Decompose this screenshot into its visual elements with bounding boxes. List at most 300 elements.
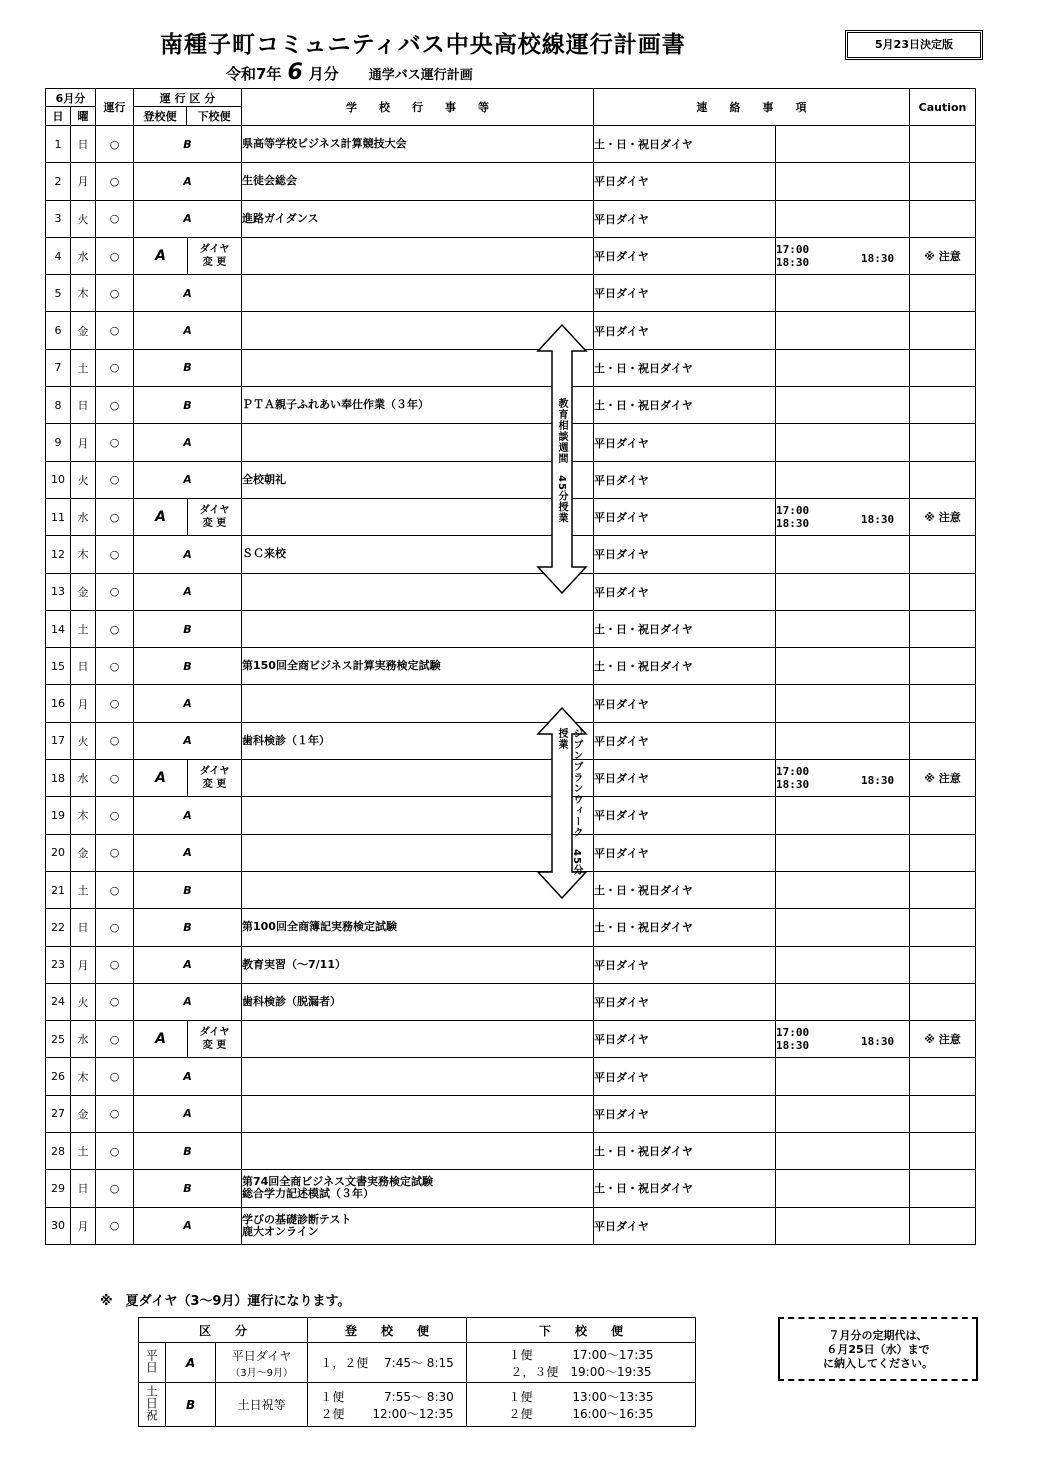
operation-cell: ○	[96, 648, 134, 685]
category-code: A	[134, 312, 242, 349]
event-cell: 歯科検診（脱漏者）	[242, 983, 594, 1020]
day-cell: 7	[46, 349, 71, 386]
event-cell	[242, 1095, 594, 1132]
day-cell: 3	[46, 200, 71, 237]
day-cell: 25	[46, 1021, 71, 1058]
category-cell	[134, 237, 242, 274]
legend-down-weekday-2: ２，３便 19:00～19:35	[510, 1364, 652, 1379]
caution-cell	[910, 461, 976, 498]
weekday-cell: 水	[71, 498, 96, 535]
category-code: A	[134, 275, 242, 312]
dia-cell: 平日ダイヤ	[594, 461, 776, 498]
table-row	[46, 312, 976, 349]
legend-cat-weekday: 平日	[144, 1349, 159, 1373]
dia-change-label	[188, 499, 241, 535]
caution-cell	[910, 946, 976, 983]
category-code: B	[134, 1133, 242, 1170]
day-cell: 29	[46, 1170, 71, 1207]
legend-down-weekday-1: １便 17:00～17:35	[508, 1347, 654, 1362]
table-row	[46, 200, 976, 237]
dia-cell: 平日ダイヤ	[594, 722, 776, 759]
caution-cell	[910, 387, 976, 424]
weekday-cell: 月	[71, 163, 96, 200]
weekday-cell: 土	[71, 871, 96, 908]
time-1: 17:00	[776, 1026, 810, 1040]
decision-badge: 5月23日決定版	[845, 30, 983, 60]
legend-label-weekday-main: 平日ダイヤ	[231, 1348, 292, 1363]
dia-cell: 土・日・祝日ダイヤ	[594, 1170, 776, 1207]
dia-cell: 土・日・祝日ダイヤ	[594, 349, 776, 386]
day-cell: 22	[46, 909, 71, 946]
event-cell: 進路ガイダンス	[242, 200, 594, 237]
dia-cell: 平日ダイヤ	[594, 983, 776, 1020]
caution-cell	[910, 797, 976, 834]
times-cell	[776, 648, 910, 685]
dia-cell: 土・日・祝日ダイヤ	[594, 909, 776, 946]
legend-header-up: 登 校 便	[308, 1318, 467, 1343]
subtitle-plan: 通学バス運行計画	[368, 68, 473, 83]
category-code: A	[134, 722, 242, 759]
day-cell: 9	[46, 424, 71, 461]
time-3: 18:30	[861, 1035, 895, 1049]
times-cell	[776, 1058, 910, 1095]
caution-cell: ※ 注意	[910, 237, 976, 274]
dia-change-label	[188, 760, 241, 796]
dia-cell: 土・日・祝日ダイヤ	[594, 1133, 776, 1170]
weekday-cell: 水	[71, 760, 96, 797]
header-events: 学 校 行 事 等	[242, 89, 594, 126]
time-2: 18:30	[776, 517, 810, 531]
category-code: B	[134, 648, 242, 685]
times-cell	[776, 498, 910, 535]
day-cell: 19	[46, 797, 71, 834]
operation-cell: ○	[96, 1170, 134, 1207]
day-cell: 15	[46, 648, 71, 685]
weekday-cell: 月	[71, 685, 96, 722]
time-2: 18:30	[776, 1039, 810, 1053]
caution-cell	[910, 871, 976, 908]
times-cell	[776, 685, 910, 722]
dia-change-line-2: 変 更	[202, 257, 227, 269]
caution-cell	[910, 126, 976, 163]
caution-cell	[910, 1095, 976, 1132]
day-cell: 1	[46, 126, 71, 163]
caution-cell	[910, 983, 976, 1020]
dia-cell: 平日ダイヤ	[594, 797, 776, 834]
event-cell: 歯科検診（１年）	[242, 722, 594, 759]
category-code: A	[134, 983, 242, 1020]
legend-up-holiday	[308, 1383, 467, 1427]
dia-cell: 平日ダイヤ	[594, 163, 776, 200]
table-row	[46, 424, 976, 461]
dia-cell: 平日ダイヤ	[594, 1095, 776, 1132]
dia-cell: 土・日・祝日ダイヤ	[594, 610, 776, 647]
times-cell	[776, 312, 910, 349]
event-cell: ＳＣ来校	[242, 536, 594, 573]
legend-label-weekday	[216, 1343, 308, 1383]
table-row	[46, 983, 976, 1020]
category-code: A	[134, 1207, 242, 1244]
category-code: B	[134, 871, 242, 908]
time-2: 18:30	[776, 256, 810, 270]
dia-change-line-2: 変 更	[202, 518, 227, 530]
caution-cell: ※ 注意	[910, 760, 976, 797]
category-cell	[134, 760, 242, 797]
category-cell	[134, 498, 242, 535]
arrow-label-2: ジブンブランウィーク 45分授業	[556, 728, 582, 876]
operation-cell: ○	[96, 685, 134, 722]
dia-change-line-2: 変 更	[202, 1040, 227, 1052]
table-row	[46, 573, 976, 610]
category-code: A	[134, 797, 242, 834]
operation-cell: ○	[96, 797, 134, 834]
operation-cell: ○	[96, 909, 134, 946]
caution-cell	[910, 573, 976, 610]
category-code: A	[134, 536, 242, 573]
caution-cell	[910, 312, 976, 349]
subtitle-era: 令和7年	[226, 65, 282, 83]
table-row	[46, 797, 976, 834]
caution-cell	[910, 1207, 976, 1244]
times-cell	[776, 1133, 910, 1170]
day-cell: 23	[46, 946, 71, 983]
arrow-label-1: 教育相談週間 45分授業	[556, 398, 567, 524]
legend-label-weekday-sub: （3月～9月）	[230, 1367, 293, 1379]
summer-note: ※ 夏ダイヤ（3～9月）運行になります。	[100, 1294, 351, 1309]
weekday-cell: 水	[71, 237, 96, 274]
header-category: 運 行 区 分	[134, 89, 242, 107]
weekday-cell: 金	[71, 573, 96, 610]
table-row	[46, 1170, 976, 1207]
weekday-cell: 金	[71, 1095, 96, 1132]
dia-change-line-1: ダイヤ	[199, 766, 230, 778]
legend-code-a: A	[165, 1343, 215, 1383]
event-cell: 県高等学校ビジネス計算競技大会	[242, 126, 594, 163]
dia-cell: 平日ダイヤ	[594, 424, 776, 461]
times-cell	[776, 797, 910, 834]
times-cell	[776, 237, 910, 274]
day-cell: 17	[46, 722, 71, 759]
caution-cell: ※ 注意	[910, 498, 976, 535]
day-cell: 16	[46, 685, 71, 722]
caution-cell	[910, 275, 976, 312]
operation-cell: ○	[96, 573, 134, 610]
operation-cell: ○	[96, 163, 134, 200]
category-code: A	[134, 1058, 242, 1095]
day-cell: 10	[46, 461, 71, 498]
legend-up-holiday-2: ２便 12:00～12:35	[320, 1406, 454, 1421]
times-cell	[776, 1095, 910, 1132]
weekday-cell: 火	[71, 722, 96, 759]
weekday-cell: 木	[71, 797, 96, 834]
operation-cell: ○	[96, 536, 134, 573]
category-code: A	[134, 760, 188, 796]
notice-line-1: ７月分の定期代は、	[828, 1329, 928, 1342]
table-row	[46, 834, 976, 871]
table-row	[46, 1058, 976, 1095]
notice-line-2: ６月25日（水）まで	[826, 1343, 930, 1356]
notice-line-3: に納入してください。	[823, 1357, 933, 1370]
category-code: B	[134, 1170, 242, 1207]
commuter-pass-notice	[778, 1317, 978, 1381]
weekday-cell: 土	[71, 610, 96, 647]
caution-cell	[910, 349, 976, 386]
time-1: 17:00	[776, 243, 810, 257]
dia-cell: 平日ダイヤ	[594, 1058, 776, 1095]
times-cell	[776, 424, 910, 461]
operation-cell: ○	[96, 983, 134, 1020]
caution-cell	[910, 909, 976, 946]
table-row	[46, 275, 976, 312]
dia-cell: 平日ダイヤ	[594, 685, 776, 722]
header-operation: 運行	[96, 89, 134, 126]
time-3: 18:30	[861, 251, 895, 265]
schedule-table	[45, 88, 976, 1245]
legend-up-holiday-1: １便 7:55～ 8:30	[320, 1389, 454, 1404]
dia-cell: 平日ダイヤ	[594, 1207, 776, 1244]
dia-cell: 平日ダイヤ	[594, 536, 776, 573]
table-row	[46, 871, 976, 908]
event-cell: 第74回全商ビジネス文書実務検定試験 総合学力記述模試（３年）	[242, 1170, 594, 1207]
operation-cell: ○	[96, 424, 134, 461]
time-1: 17:00	[776, 765, 810, 779]
day-cell: 4	[46, 237, 71, 274]
weekday-cell: 水	[71, 1021, 96, 1058]
event-cell: 教育実習（～7/11）	[242, 946, 594, 983]
times-cell	[776, 461, 910, 498]
table-row	[46, 349, 976, 386]
operation-cell: ○	[96, 498, 134, 535]
operation-cell: ○	[96, 722, 134, 759]
dia-cell: 平日ダイヤ	[594, 312, 776, 349]
table-row	[46, 685, 976, 722]
operation-cell: ○	[96, 760, 134, 797]
weekday-cell: 日	[71, 909, 96, 946]
event-cell: ＰＴＡ親子ふれあい奉仕作業（３年）	[242, 387, 594, 424]
times-cell	[776, 946, 910, 983]
dia-change-label	[188, 1021, 241, 1057]
times-cell	[776, 349, 910, 386]
weekday-cell: 木	[71, 536, 96, 573]
event-cell: 第150回全商ビジネス計算実務検定試験	[242, 648, 594, 685]
legend-header-down: 下 校 便	[467, 1318, 696, 1343]
times-cell	[776, 163, 910, 200]
times-cell	[776, 909, 910, 946]
caution-cell	[910, 1058, 976, 1095]
caution-cell	[910, 610, 976, 647]
table-row	[46, 946, 976, 983]
category-code: A	[134, 946, 242, 983]
operation-cell: ○	[96, 946, 134, 983]
table-row	[46, 498, 976, 535]
caution-cell	[910, 536, 976, 573]
caution-cell: ※ 注意	[910, 1021, 976, 1058]
legend-table	[138, 1317, 696, 1427]
table-row	[46, 163, 976, 200]
operation-cell: ○	[96, 610, 134, 647]
category-code: A	[134, 163, 242, 200]
times-cell	[776, 871, 910, 908]
dia-cell: 平日ダイヤ	[594, 200, 776, 237]
times-cell	[776, 983, 910, 1020]
times-cell	[776, 200, 910, 237]
event-cell: 第100回全商簿記実務検定試験	[242, 909, 594, 946]
legend-down-holiday-1: １便 13:00～13:35	[508, 1389, 654, 1404]
table-row	[46, 237, 976, 274]
dia-change-label	[188, 238, 241, 274]
dia-cell: 土・日・祝日ダイヤ	[594, 871, 776, 908]
operation-cell: ○	[96, 349, 134, 386]
time-3: 18:30	[861, 512, 895, 526]
caution-cell	[910, 424, 976, 461]
times-cell	[776, 1170, 910, 1207]
category-code: A	[134, 499, 188, 535]
times-cell	[776, 536, 910, 573]
header-from-school: 下校便	[187, 107, 242, 126]
category-code: A	[134, 1095, 242, 1132]
table-row	[46, 126, 976, 163]
times-cell	[776, 275, 910, 312]
category-code: B	[134, 349, 242, 386]
operation-cell: ○	[96, 834, 134, 871]
table-row	[46, 648, 976, 685]
day-cell: 28	[46, 1133, 71, 1170]
dia-cell: 平日ダイヤ	[594, 946, 776, 983]
dia-cell: 平日ダイヤ	[594, 834, 776, 871]
weekday-cell: 土	[71, 349, 96, 386]
weekday-cell: 月	[71, 946, 96, 983]
dia-cell: 平日ダイヤ	[594, 275, 776, 312]
category-cell	[134, 1021, 242, 1058]
dia-cell: 平日ダイヤ	[594, 1021, 776, 1058]
subtitle-month-suffix: 月分	[308, 65, 339, 83]
table-row	[46, 760, 976, 797]
times-cell	[776, 387, 910, 424]
weekday-cell: 土	[71, 1133, 96, 1170]
dia-cell: 土・日・祝日ダイヤ	[594, 387, 776, 424]
dia-change-line-1: ダイヤ	[199, 1027, 230, 1039]
weekday-cell: 火	[71, 983, 96, 1020]
category-code: A	[134, 238, 188, 274]
legend-header-category: 区 分	[139, 1318, 308, 1343]
header-caution: Caution	[910, 89, 976, 126]
legend-label-holiday: 土日祝等	[216, 1383, 308, 1427]
dia-cell: 平日ダイヤ	[594, 237, 776, 274]
event-cell	[242, 237, 594, 274]
operation-cell: ○	[96, 1095, 134, 1132]
event-cell	[242, 1058, 594, 1095]
legend-down-holiday-2: ２便 16:00～16:35	[508, 1406, 654, 1421]
times-cell	[776, 1021, 910, 1058]
header-weekday: 曜	[71, 107, 96, 126]
time-3: 18:30	[861, 774, 895, 788]
weekday-cell: 月	[71, 1207, 96, 1244]
legend-down-holiday	[467, 1383, 696, 1427]
category-code: A	[134, 1021, 188, 1057]
legend-up-weekday: １，２便 7:45～ 8:15	[308, 1343, 467, 1383]
dia-cell: 平日ダイヤ	[594, 498, 776, 535]
dia-cell: 平日ダイヤ	[594, 760, 776, 797]
operation-cell: ○	[96, 200, 134, 237]
times-cell	[776, 760, 910, 797]
header-contact: 連 絡 事 項	[594, 89, 910, 126]
weekday-cell: 金	[71, 312, 96, 349]
operation-cell: ○	[96, 871, 134, 908]
page-title: 南種子町コミュニティバス中央高校線運行計画書	[160, 32, 686, 58]
dia-change-line-2: 変 更	[202, 779, 227, 791]
day-cell: 12	[46, 536, 71, 573]
day-cell: 20	[46, 834, 71, 871]
dia-cell: 土・日・祝日ダイヤ	[594, 126, 776, 163]
category-code: B	[134, 909, 242, 946]
operation-cell: ○	[96, 126, 134, 163]
day-cell: 18	[46, 760, 71, 797]
weekday-cell: 木	[71, 275, 96, 312]
category-code: A	[134, 834, 242, 871]
caution-cell	[910, 163, 976, 200]
day-cell: 30	[46, 1207, 71, 1244]
times-cell	[776, 834, 910, 871]
times-cell	[776, 126, 910, 163]
legend-code-b: B	[165, 1383, 215, 1427]
weekday-cell: 火	[71, 461, 96, 498]
day-cell: 11	[46, 498, 71, 535]
operation-cell: ○	[96, 312, 134, 349]
weekday-cell: 木	[71, 1058, 96, 1095]
category-code: B	[134, 387, 242, 424]
operation-cell: ○	[96, 387, 134, 424]
operation-cell: ○	[96, 275, 134, 312]
day-cell: 26	[46, 1058, 71, 1095]
weekday-cell: 金	[71, 834, 96, 871]
schedule-rows	[46, 126, 976, 1245]
category-code: B	[134, 126, 242, 163]
times-cell	[776, 722, 910, 759]
caution-cell	[910, 685, 976, 722]
category-code: A	[134, 461, 242, 498]
table-row	[46, 1133, 976, 1170]
dia-change-line-1: ダイヤ	[199, 505, 230, 517]
table-row	[46, 536, 976, 573]
category-code: B	[134, 610, 242, 647]
day-cell: 27	[46, 1095, 71, 1132]
weekday-cell: 日	[71, 1170, 96, 1207]
table-row	[46, 610, 976, 647]
category-code: A	[134, 573, 242, 610]
day-cell: 14	[46, 610, 71, 647]
operation-cell: ○	[96, 1058, 134, 1095]
caution-cell	[910, 200, 976, 237]
table-row	[46, 1207, 976, 1244]
legend-down-weekday	[467, 1343, 696, 1383]
table-row	[46, 1095, 976, 1132]
category-code: A	[134, 424, 242, 461]
day-cell: 21	[46, 871, 71, 908]
table-row	[46, 722, 976, 759]
times-cell	[776, 573, 910, 610]
weekday-cell: 日	[71, 126, 96, 163]
event-cell: 全校朝礼	[242, 461, 594, 498]
dia-change-line-1: ダイヤ	[199, 244, 230, 256]
caution-cell	[910, 1170, 976, 1207]
legend-cat-holiday: 土日祝	[144, 1385, 159, 1421]
weekday-cell: 火	[71, 200, 96, 237]
times-cell	[776, 610, 910, 647]
subtitle	[226, 60, 473, 85]
day-cell: 8	[46, 387, 71, 424]
event-cell: 生徒会総会	[242, 163, 594, 200]
caution-cell	[910, 834, 976, 871]
